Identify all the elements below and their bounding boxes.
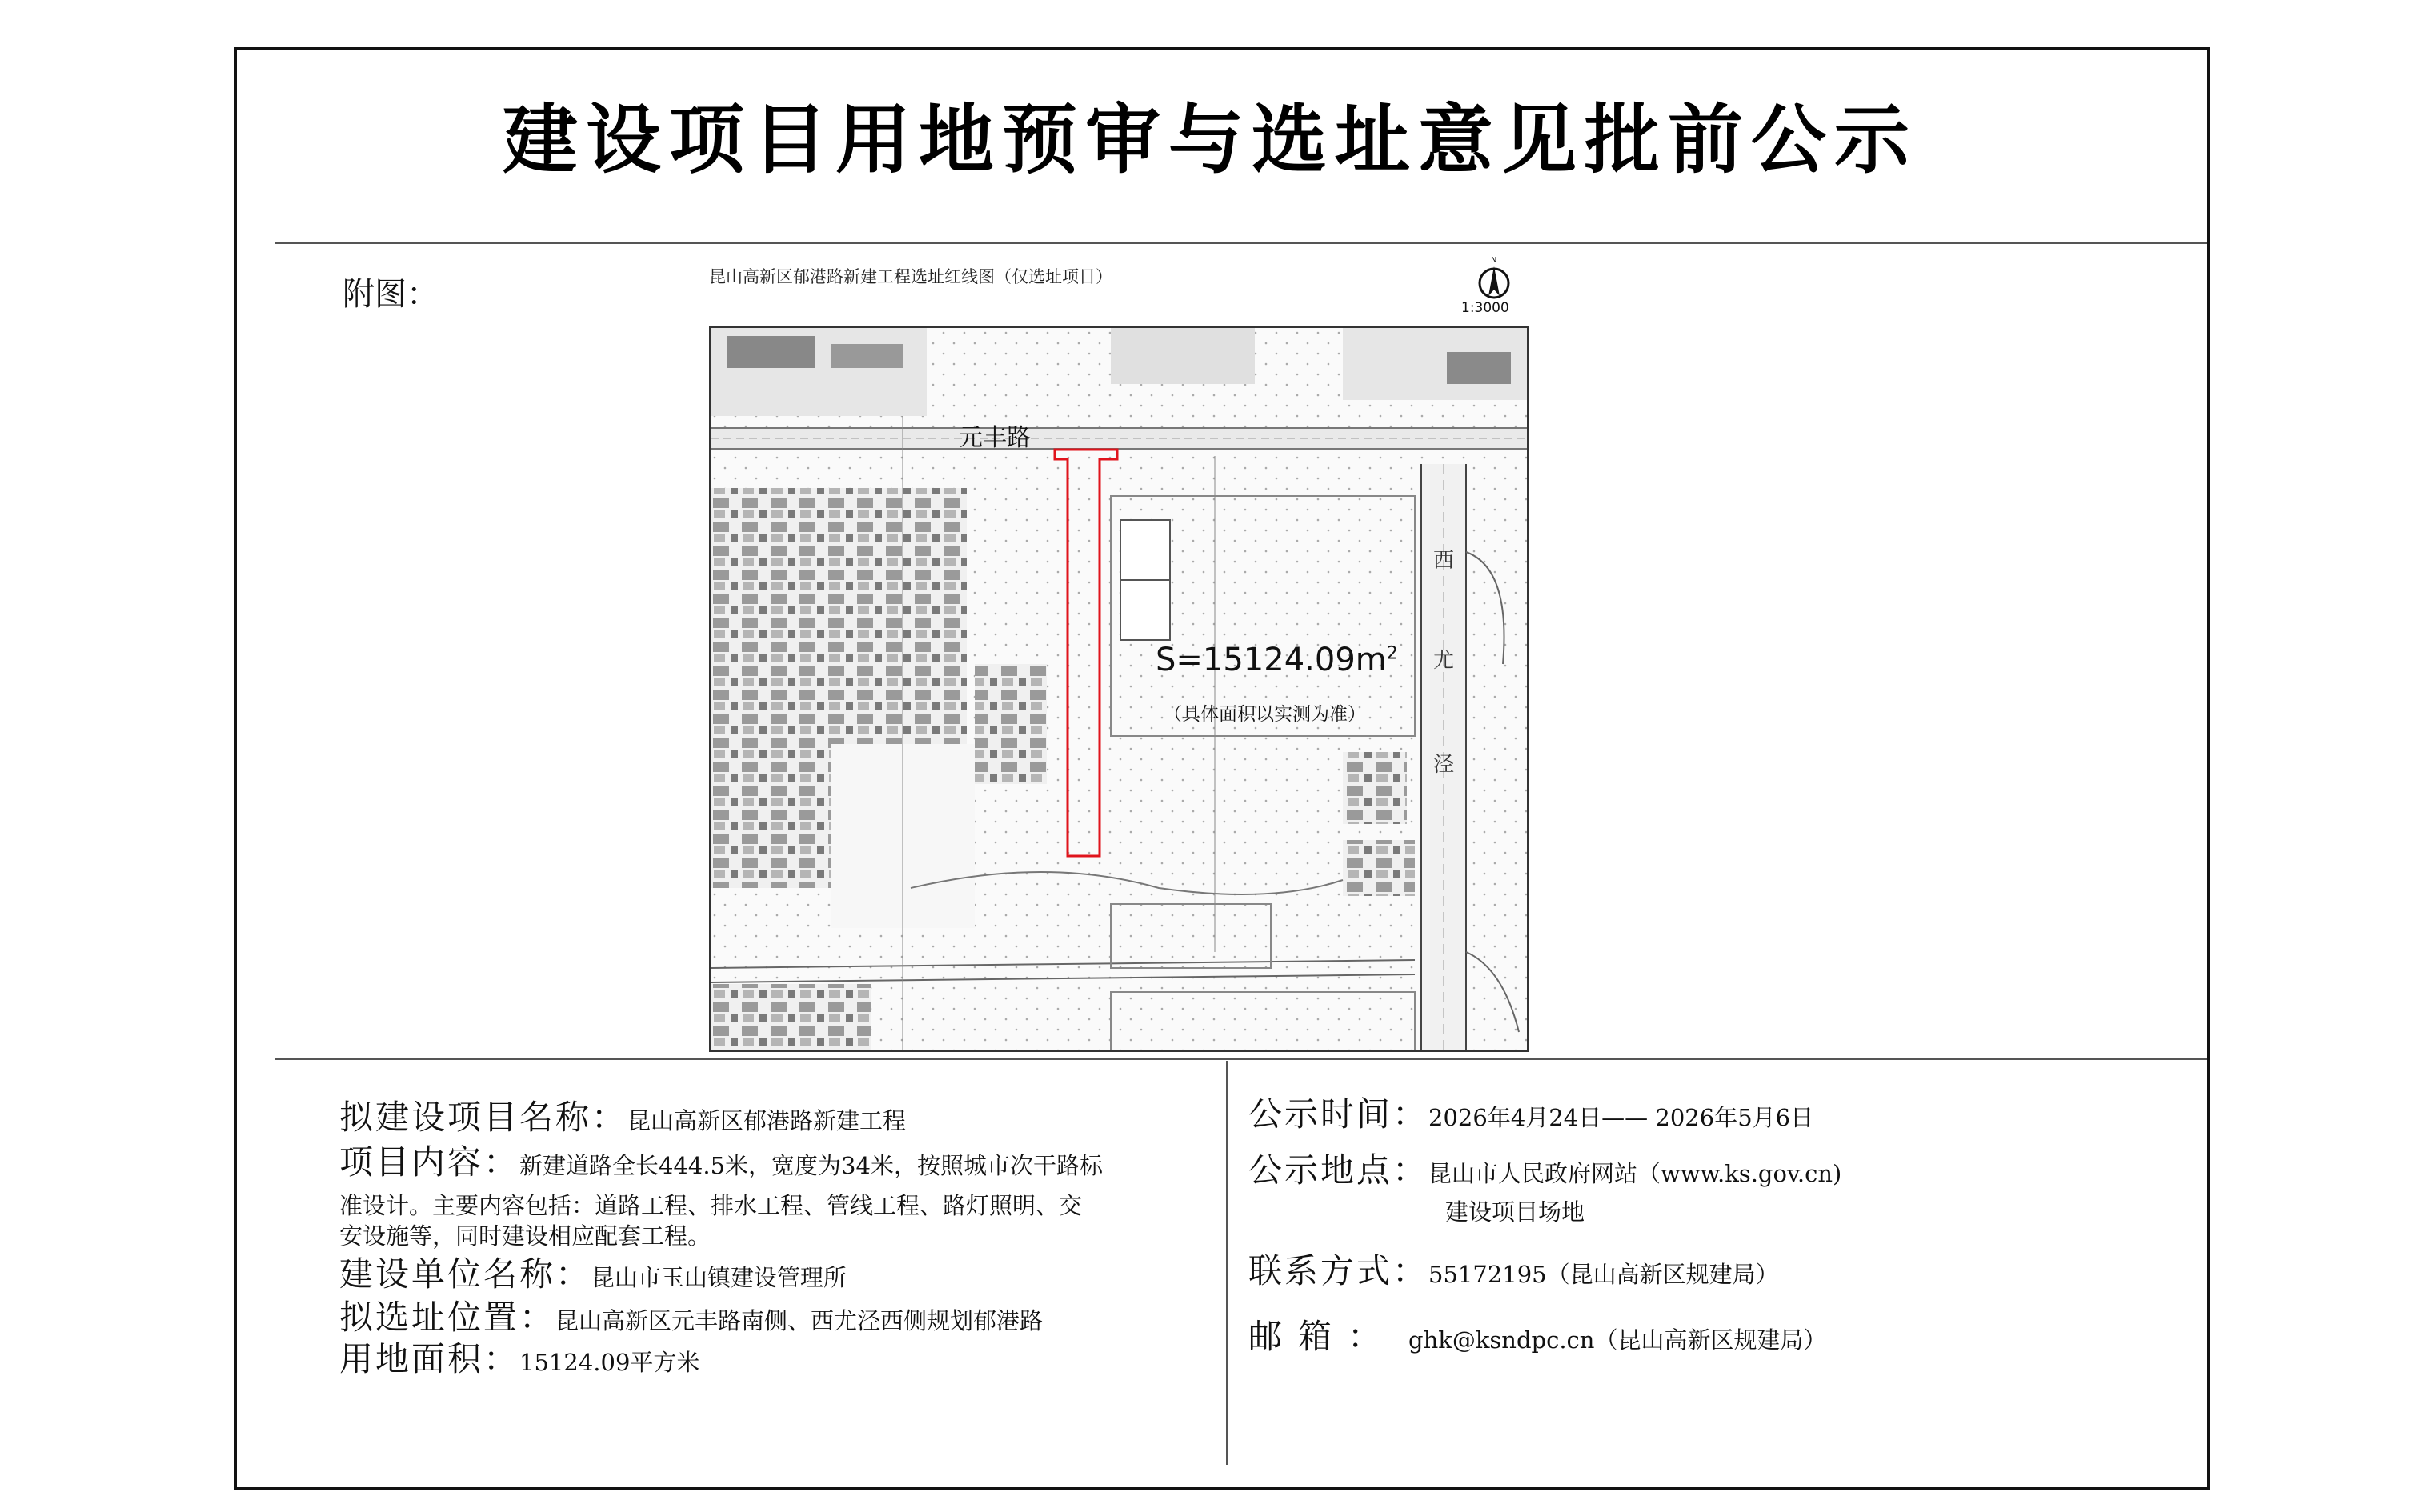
content-row	[339, 1142, 1188, 1182]
contact: 55172195（昆山高新区规建局）	[1428, 1261, 1779, 1288]
map-drawing	[711, 328, 1527, 1050]
time-label: 公示时间：	[1248, 1094, 1429, 1134]
unit-row	[339, 1254, 847, 1294]
time: 2026年4月24日—— 2026年5月6日	[1428, 1104, 1814, 1131]
content-label: 项目内容：	[339, 1142, 520, 1182]
river-char-1: 西	[1433, 549, 1455, 573]
land-area: 15124.09平方米	[519, 1349, 700, 1376]
place-row	[1248, 1150, 1842, 1190]
time-row	[1248, 1094, 1814, 1134]
map-scale: 1:3000	[1461, 300, 1509, 316]
contact-row	[1248, 1251, 1779, 1290]
svg-text:N: N	[1491, 256, 1497, 265]
project-name-row	[339, 1098, 907, 1137]
divider-bottom	[275, 1058, 2207, 1060]
location-row	[339, 1298, 1044, 1337]
page-title: 建设项目用地预审与选址意见批前公示	[502, 96, 1917, 184]
contact-label: 联系方式：	[1248, 1251, 1429, 1290]
content-line-2: 准设计。主要内容包括：道路工程、排水工程、管线工程、路灯照明、交	[339, 1192, 1083, 1219]
attachment-label: 附图：	[343, 276, 439, 313]
place-line-2: 建设项目场地	[1445, 1198, 1585, 1226]
divider-top	[275, 242, 2207, 244]
river-char-3: 泾	[1433, 753, 1455, 777]
content-line-1: 新建道路全长444.5米，宽度为34米，按照城市次干路标	[519, 1152, 1103, 1179]
area-label: $S=15124.09m^2$	[1156, 642, 1398, 678]
place-label: 公示地点：	[1248, 1150, 1429, 1190]
unit-label: 建设单位名称：	[339, 1254, 592, 1294]
map-caption: 昆山高新区郁港路新建工程选址红线图（仅选址项目）	[709, 267, 1112, 286]
land-area-label: 用地面积：	[339, 1339, 520, 1378]
location-label: 拟选址位置：	[339, 1298, 556, 1337]
email: ghk@ksndpc.cn（昆山高新区规建局）	[1408, 1326, 1827, 1354]
project-name: 昆山高新区郁港路新建工程	[627, 1107, 907, 1134]
location: 昆山高新区元丰路南侧、西尤泾西侧规划郁港路	[555, 1307, 1044, 1334]
unit-name: 昆山市玉山镇建设管理所	[591, 1264, 847, 1291]
project-name-label: 拟建设项目名称：	[339, 1098, 628, 1137]
land-area-row	[339, 1339, 700, 1378]
area-note: （具体面积以实测为准）	[1164, 704, 1366, 725]
content-line-3: 安设施等，同时建设相应配套工程。	[339, 1222, 711, 1250]
place-line-1: 昆山市人民政府网站（www.ks.gov.cn)	[1428, 1160, 1842, 1187]
email-row	[1248, 1317, 1827, 1356]
divider-vertical	[1226, 1061, 1228, 1465]
road-name-label: 元丰路	[959, 424, 1031, 452]
river-char-2: 尤	[1433, 649, 1455, 673]
site-map	[709, 326, 1529, 1052]
email-label: 邮箱：	[1248, 1317, 1398, 1356]
